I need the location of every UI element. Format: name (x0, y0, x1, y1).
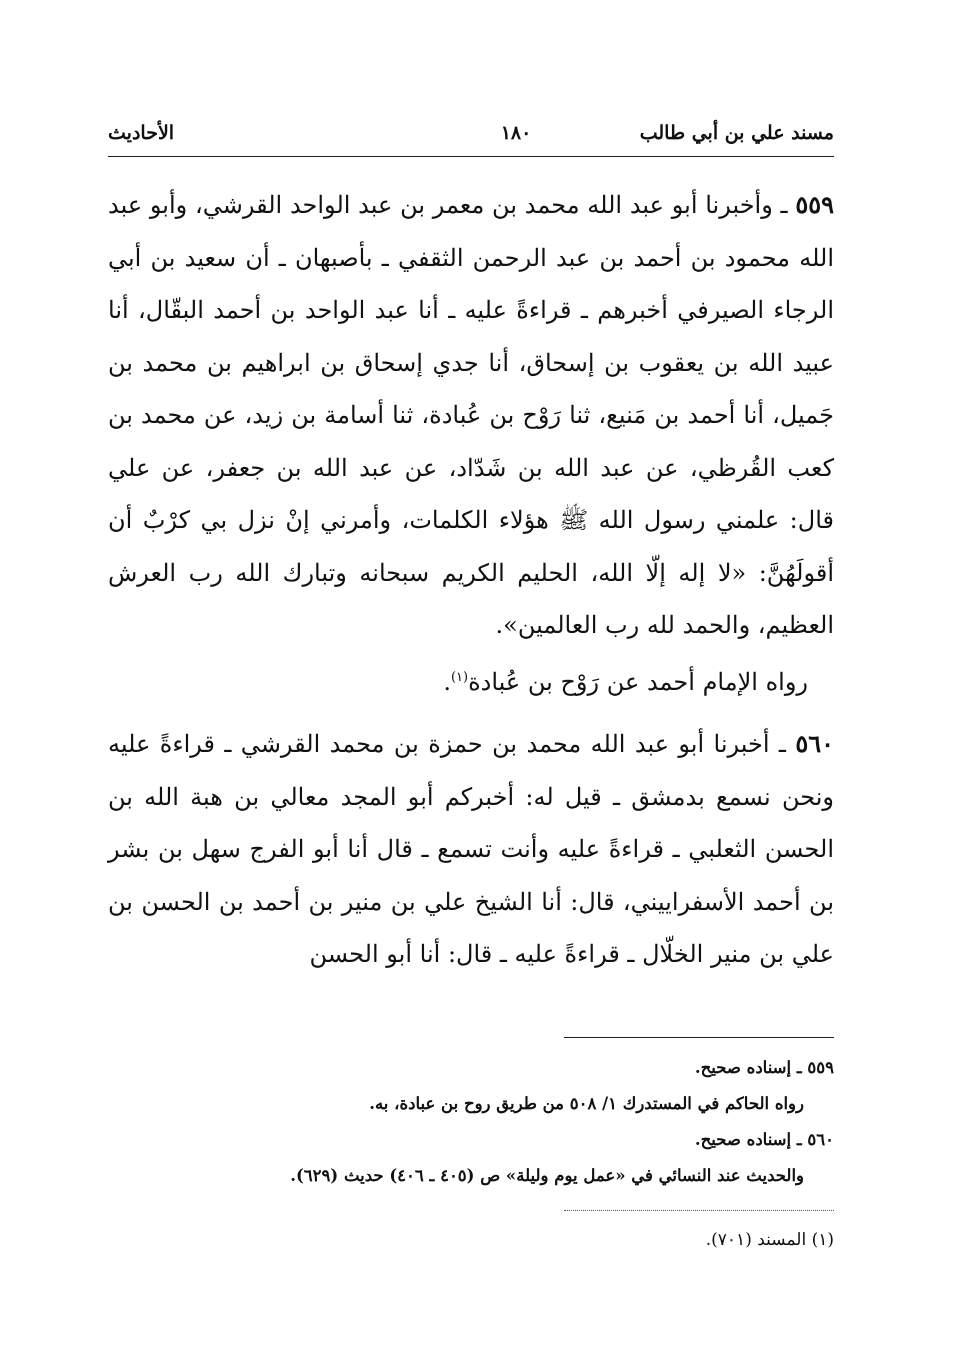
book-page (108, 118, 834, 1255)
book-title: مسند علي بن أبي طالب (639, 122, 834, 144)
footnotes (108, 1225, 834, 1255)
page-number: ١٨٠ (500, 122, 532, 144)
footnote-rule (564, 1210, 834, 1211)
header-rule (108, 156, 834, 157)
note-560-text: والحديث عند النسائي في «عمل يوم وليلة» ص (٤٠٥ ـ ٤٠٦) حديث (٦٢٩). (290, 1165, 804, 1185)
narration-text: رواه الإمام أحمد عن رَوْح بن عُبادة (468, 667, 808, 696)
hadith-number: ٥٥٩ (795, 190, 834, 219)
footnote-ref[interactable]: (١) (450, 669, 469, 685)
main-text (108, 179, 834, 981)
note-559-text: رواه الحاكم في المستدرك ١/ ٥٠٨ من طريق روح بن عبادة، به. (369, 1093, 804, 1113)
hadith-559 (108, 179, 834, 652)
narration-line: رواه الإمام أحمد عن رَوْح بن عُبادة$^{(١)}$. (443, 667, 808, 696)
section-title: الأحاديث (108, 122, 175, 144)
notes (108, 1050, 834, 1194)
spacer (108, 708, 834, 718)
hadith-number: ٥٦٠ (795, 729, 834, 758)
notes-rule (564, 1037, 834, 1038)
hadith-text: ـ وأخبرنا أبو عبد الله محمد بن معمر بن عبد الواحد القرشي، وأبو عبد الله محمود بن أحمد بن عبد الرحمن الثقفي ـ بأصبهان ـ أن سعيد بن أبي الرجاء الصيرفي أخبرهم ـ قراءةً عليه ـ أنا عبد الواحد بن أحمد البقّال، أنا عبيد الله بن يعقوب بن إسحاق، أنا جدي إسحاق بن ابراهيم بن محمد بن جَميل، أنا أحمد بن مَنيع، ثنا رَوْح بن عُبادة، ثنا أسامة بن زيد، عن محمد بن كعب القُرظي، عن عبد الله بن شَدّاد، عن عبد الله بن جعفر، عن علي قال: علمني رسول الله ﷺ هؤلاء الكلمات، وأمرني إنْ نزل بي كرْبٌ أن أقولَهُنَّ: «لا إله إلّا الله، الحليم الكريم سبحانه وتبارك الله رب العرش العظيم، والحمد لله رب العالمين». (108, 191, 834, 639)
hadith-text: ـ أخبرنا أبو عبد الله محمد بن حمزة بن محمد القرشي ـ قراءةً عليه ونحن نسمع بدمشق ـ قيل له: أخبركم أبو المجد معالي بن هبة الله بن الحسن الثعلبي ـ قراءةً عليه وأنت تسمع ـ قال أنا أبو الفرج سهل بن بشر بن أحمد الأسفراييني، قال: أنا الشيخ علي بن منير بن أحمد بن الحسن بن علي بن منير الخلّال ـ قراءةً عليه ـ قال: أنا أبو الحسن (108, 730, 834, 968)
hadith-560 (108, 718, 834, 981)
footnote-1: (١) المسند (٧٠١). (705, 1229, 834, 1250)
running-head (108, 118, 834, 154)
note-560-label: ٥٦٠ ـ إسناده صحيح. (694, 1129, 834, 1149)
note-559-label: ٥٥٩ ـ إسناده صحيح. (694, 1057, 834, 1077)
